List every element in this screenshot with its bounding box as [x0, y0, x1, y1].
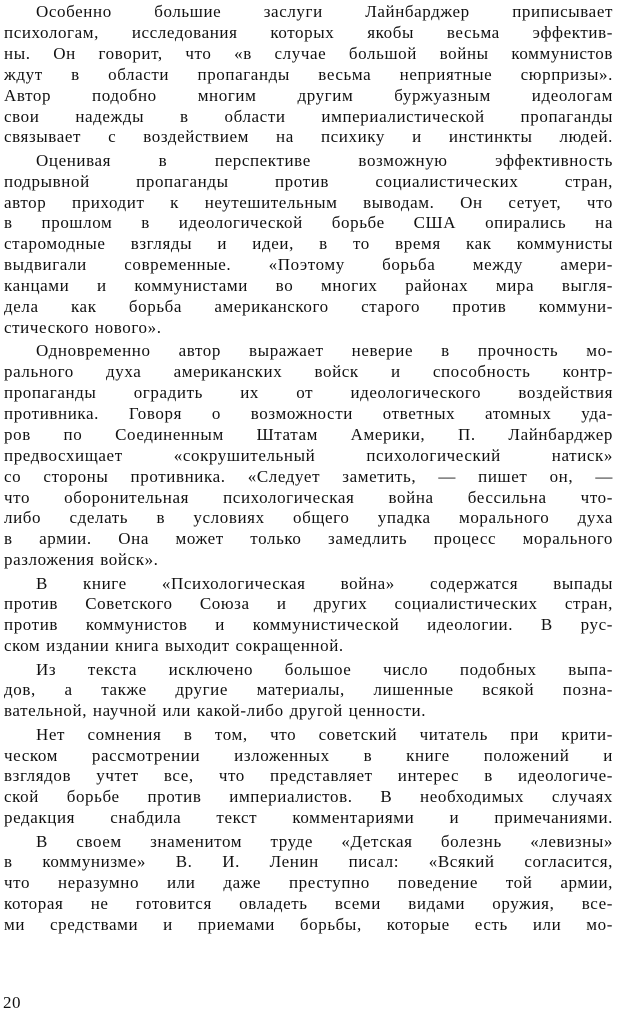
text-line: редакция снабдила текст комментариями и примечаниями.	[4, 808, 613, 828]
text-line: либо сделать в условиях общего упадка морального духа	[4, 508, 613, 528]
text-line: в коммунизме» В. И. Ленин писал: «Всякий согласится,	[4, 852, 613, 872]
text-line: выдвигали современные. «Поэтому борьба между амери-	[4, 255, 613, 275]
text-line: вательной, научной или какой-либо другой ценности.	[4, 701, 427, 721]
text-line: ском издании книга выходит сокращенной.	[4, 636, 344, 656]
text-line: Автор подобно многим другим буржуазным идеологам	[4, 85, 613, 105]
text-line: которая не готовится овладеть всеми видами оружия, все-	[4, 894, 613, 914]
text-line: В книге «Психологическая война» содержатся выпады	[36, 573, 613, 593]
text-line: подрывной пропаганды против социалистических стран,	[4, 171, 613, 191]
text-line: свои надежды в области империалистической пропаганды	[4, 106, 613, 126]
text-line: предвосхищает «сокрушительный психологический натиск»	[4, 445, 613, 465]
text-line: против коммунистов и коммунистической идеологии. В рус-	[4, 615, 613, 635]
text-line: взглядов учтет все, что представляет интерес в идеологиче-	[4, 766, 613, 786]
text-line: связывает с воздействием на психику и инстинкты людей.	[4, 127, 613, 147]
text-line: Нет сомнения в том, что советский читатель при крити-	[36, 724, 613, 744]
text-line: ров по Соединенным Штатам Америки, П. Лайнбарджер	[4, 424, 613, 444]
text-line: против Советского Союза и других социалистических стран,	[4, 594, 613, 614]
text-line: Оценивая в перспективе возможную эффективность	[36, 150, 613, 170]
text-line: Одновременно автор выражает неверие в прочность мо-	[36, 341, 613, 361]
text-line: канцами и коммунистами во многих районах мира выгля-	[4, 276, 613, 296]
text-line: ческом рассмотрении изложенных в книге положений и	[4, 745, 613, 765]
text-line: разложения войск».	[4, 550, 159, 570]
text-line: в армии. Она может только замедлить процесс морального	[4, 529, 613, 549]
text-line: рального духа американских войск и способность контр-	[4, 362, 613, 382]
text-line: ны. Он говорит, что «в случае большой войны коммунистов	[4, 43, 613, 63]
text-line: дов, а также другие материалы, лишенные всякой позна-	[4, 680, 613, 700]
text-line: противника. Говоря о возможности ответных атомных уда-	[4, 403, 613, 423]
text-line: ской борьбе против империалистов. В необходимых случаях	[4, 787, 613, 807]
text-line: стического нового».	[4, 317, 162, 337]
text-line: автор приходит к неутешительным выводам. Он сетует, что	[4, 192, 613, 212]
text-line: Особенно большие заслуги Лайнбарджер приписывает	[36, 2, 613, 21]
text-line: дела как борьба американского старого против коммуни-	[4, 297, 613, 316]
text-line: пропаганды оградить их от идеологического воздействия	[4, 383, 613, 402]
text-line: Из текста исключено большое число подобных выпа-	[36, 659, 613, 679]
text-line: ми средствами и приемами борьбы, которые есть или мо-	[4, 915, 613, 935]
text-line: со стороны противника. «Следует заметить, — пишет он, —	[4, 466, 613, 486]
text-line: что неразумно или даже преступно поведение той армии,	[4, 873, 613, 893]
page-number: 20	[3, 993, 21, 1012]
text-line: что оборонительная психологическая война бессильна что-	[4, 487, 613, 507]
text-line: ждут в области пропаганды весьма неприятные сюрпризы».	[4, 64, 613, 84]
text-line: старомодные взгляды и идеи, в то время как коммунисты	[4, 234, 613, 254]
text-line: В своем знаменитом труде «Детская болезнь «левизны»	[36, 831, 613, 851]
text-line: психологам, исследования которых якобы весьма эффектив-	[4, 22, 613, 42]
text-line: в прошлом в идеологической борьбе США опирались на	[4, 213, 613, 233]
